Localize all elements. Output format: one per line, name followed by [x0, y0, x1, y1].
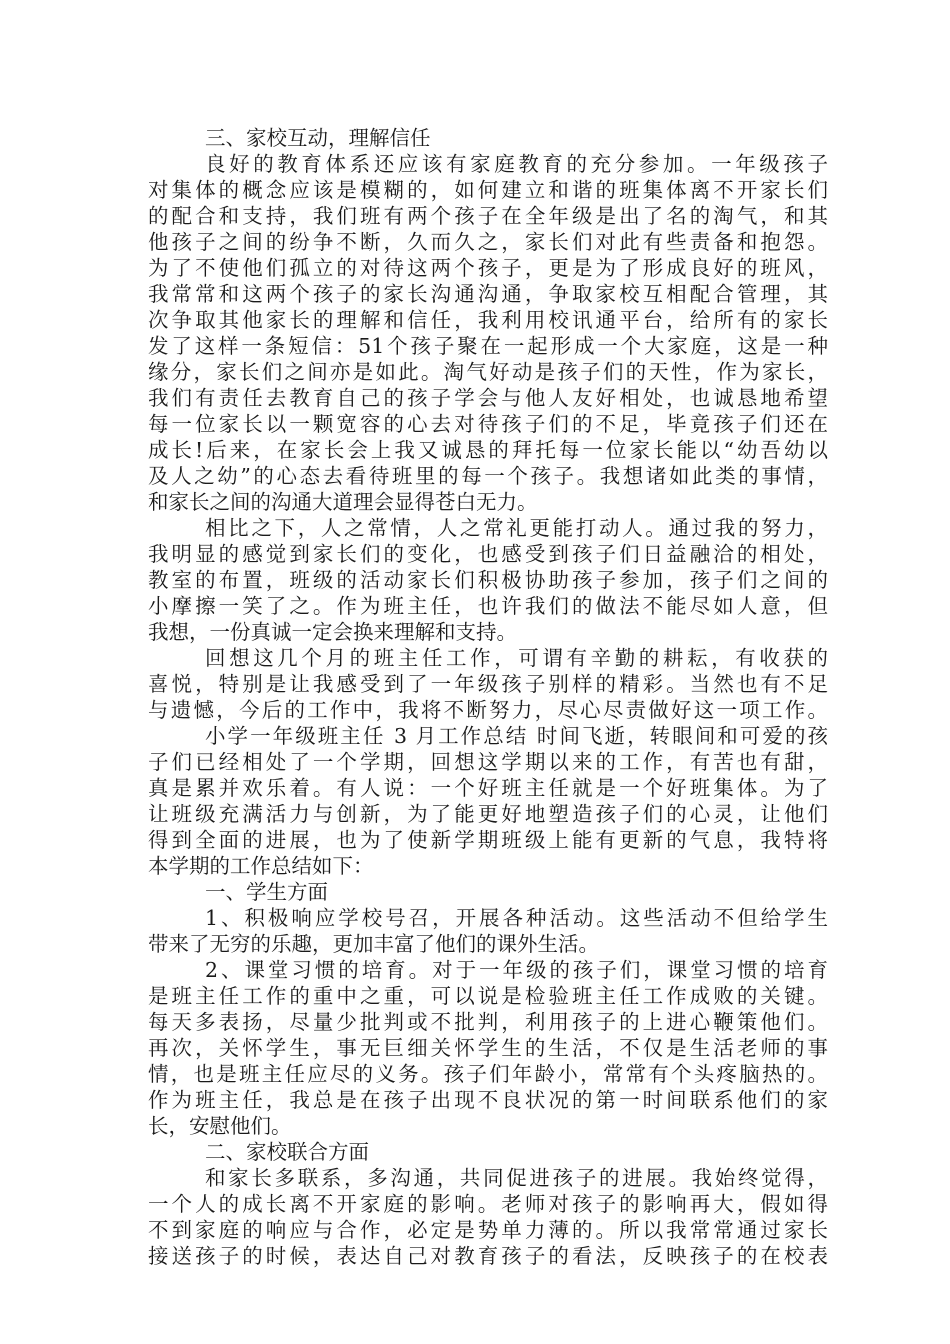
- paragraph-line: 为了不使他们孤立的对待这两个孩子，更是为了形成良好的班风，: [148, 256, 828, 280]
- paragraph-line: 回想这几个月的班主任工作，可谓有辛勤的耕耘，有收获的: [205, 646, 828, 670]
- paragraph-line: 再次，关怀学生，事无巨细关怀学生的生活，不仅是生活老师的事: [148, 1036, 828, 1060]
- paragraph-line: 发了这样一条短信：51个孩子聚在一起形成一个大家庭，这是一种: [148, 334, 828, 358]
- paragraph-line: 子们已经相处了一个学期，回想这学期以来的工作，有苦也有甜，: [148, 750, 828, 774]
- paragraph-line: 和家长之间的沟通大道理会显得苍白无力。: [148, 490, 538, 514]
- paragraph-line: 作为班主任，我总是在孩子出现不良状况的第一时间联系他们的家: [148, 1088, 828, 1112]
- paragraph-line: 的配合和支持，我们班有两个孩子在全年级是出了名的淘气，和其: [148, 204, 828, 228]
- heading-home-school-section: 二、家校联合方面: [205, 1140, 369, 1164]
- paragraph-line: 和家长多联系，多沟通，共同促进孩子的进展。我始终觉得，: [205, 1166, 828, 1190]
- paragraph-line: 真是累并欢乐着。有人说：一个好班主任就是一个好班集体。为了: [148, 776, 828, 800]
- paragraph-line: 我常常和这两个孩子的家长沟通沟通，争取家校互相配合管理，其: [148, 282, 828, 306]
- paragraph-line: 缘分，家长们之间亦是如此。淘气好动是孩子们的天性，作为家长，: [148, 360, 828, 384]
- paragraph-line: 情，也是班主任应尽的义务。孩子们年龄小，常常有个头疼脑热的。: [148, 1062, 828, 1086]
- paragraph-line: 小学一年级班主任 3 月工作总结 时间飞逝，转眼间和可爱的孩: [205, 724, 828, 748]
- paragraph-line: 每一位家长以一颗宽容的心去对待孩子们的不足，毕竟孩子们还在: [148, 412, 828, 436]
- paragraph-line: 1、积极响应学校号召，开展各种活动。这些活动不但给学生: [205, 906, 828, 930]
- paragraph-line: 小摩擦一笑了之。作为班主任，也许我们的做法不能尽如人意，但: [148, 594, 828, 618]
- paragraph-line: 成长!后来，在家长会上我又诚恳的拜托每一位家长能以“幼吾幼以: [148, 438, 828, 462]
- paragraph-line: 让班级充满活力与创新，为了能更好地塑造孩子们的心灵，让他们: [148, 802, 828, 826]
- paragraph-line: 本学期的工作总结如下：: [148, 854, 374, 878]
- paragraph-line: 接送孩子的时候，表达自己对教育孩子的看法，反映孩子的在校表: [148, 1244, 828, 1268]
- paragraph-line: 2、课堂习惯的培育。对于一年级的孩子们，课堂习惯的培育: [205, 958, 828, 982]
- paragraph-line: 次争取其他家长的理解和信任，我利用校讯通平台，给所有的家长: [148, 308, 828, 332]
- paragraph-line: 是班主任工作的重中之重，可以说是检验班主任工作成败的关键。: [148, 984, 828, 1008]
- paragraph-line: 他孩子之间的纷争不断，久而久之，家长们对此有些责备和抱怨。: [148, 230, 828, 254]
- paragraph-line: 每天多表扬，尽量少批判或不批判，利用孩子的上进心鞭策他们。: [148, 1010, 828, 1034]
- paragraph-line: 良好的教育体系还应该有家庭教育的充分参加。一年级孩子: [205, 152, 828, 176]
- paragraph-line: 教室的布置，班级的活动家长们积极协助孩子参加，孩子们之间的: [148, 568, 828, 592]
- paragraph-line: 我想，一份真诚一定会换来理解和支持。: [148, 620, 517, 644]
- paragraph-line: 我明显的感觉到家长们的变化，也感受到孩子们日益融洽的相处，: [148, 542, 828, 566]
- paragraph-line: 带来了无穷的乐趣，更加丰富了他们的课外生活。: [148, 932, 599, 956]
- paragraph-line: 及人之幼”的心态去看待班里的每一个孩子。我想诸如此类的事情，: [148, 464, 828, 488]
- paragraph-line: 我们有责任去教育自己的孩子学会与他人友好相处，也诚恳地希望: [148, 386, 828, 410]
- paragraph-line: 长，安慰他们。: [148, 1114, 292, 1138]
- paragraph-line: 对集体的概念应该是模糊的，如何建立和谐的班集体离不开家长们: [148, 178, 828, 202]
- heading-student-section: 一、学生方面: [205, 880, 328, 904]
- paragraph-line: 不到家庭的响应与合作，必定是势单力薄的。所以我常常通过家长: [148, 1218, 828, 1242]
- heading-section-three: 三、家校互动，理解信任: [205, 126, 431, 150]
- paragraph-line: 与遗憾，今后的工作中，我将不断努力，尽心尽责做好这一项工作。: [148, 698, 828, 722]
- paragraph-line: 相比之下，人之常情，人之常礼更能打动人。通过我的努力，: [205, 516, 828, 540]
- paragraph-line: 得到全面的进展，也为了使新学期班级上能有更新的气息，我特将: [148, 828, 828, 852]
- paragraph-line: 喜悦，特别是让我感受到了一年级孩子别样的精彩。当然也有不足: [148, 672, 828, 696]
- paragraph-line: 一个人的成长离不开家庭的影响。老师对孩子的影响再大，假如得: [148, 1192, 828, 1216]
